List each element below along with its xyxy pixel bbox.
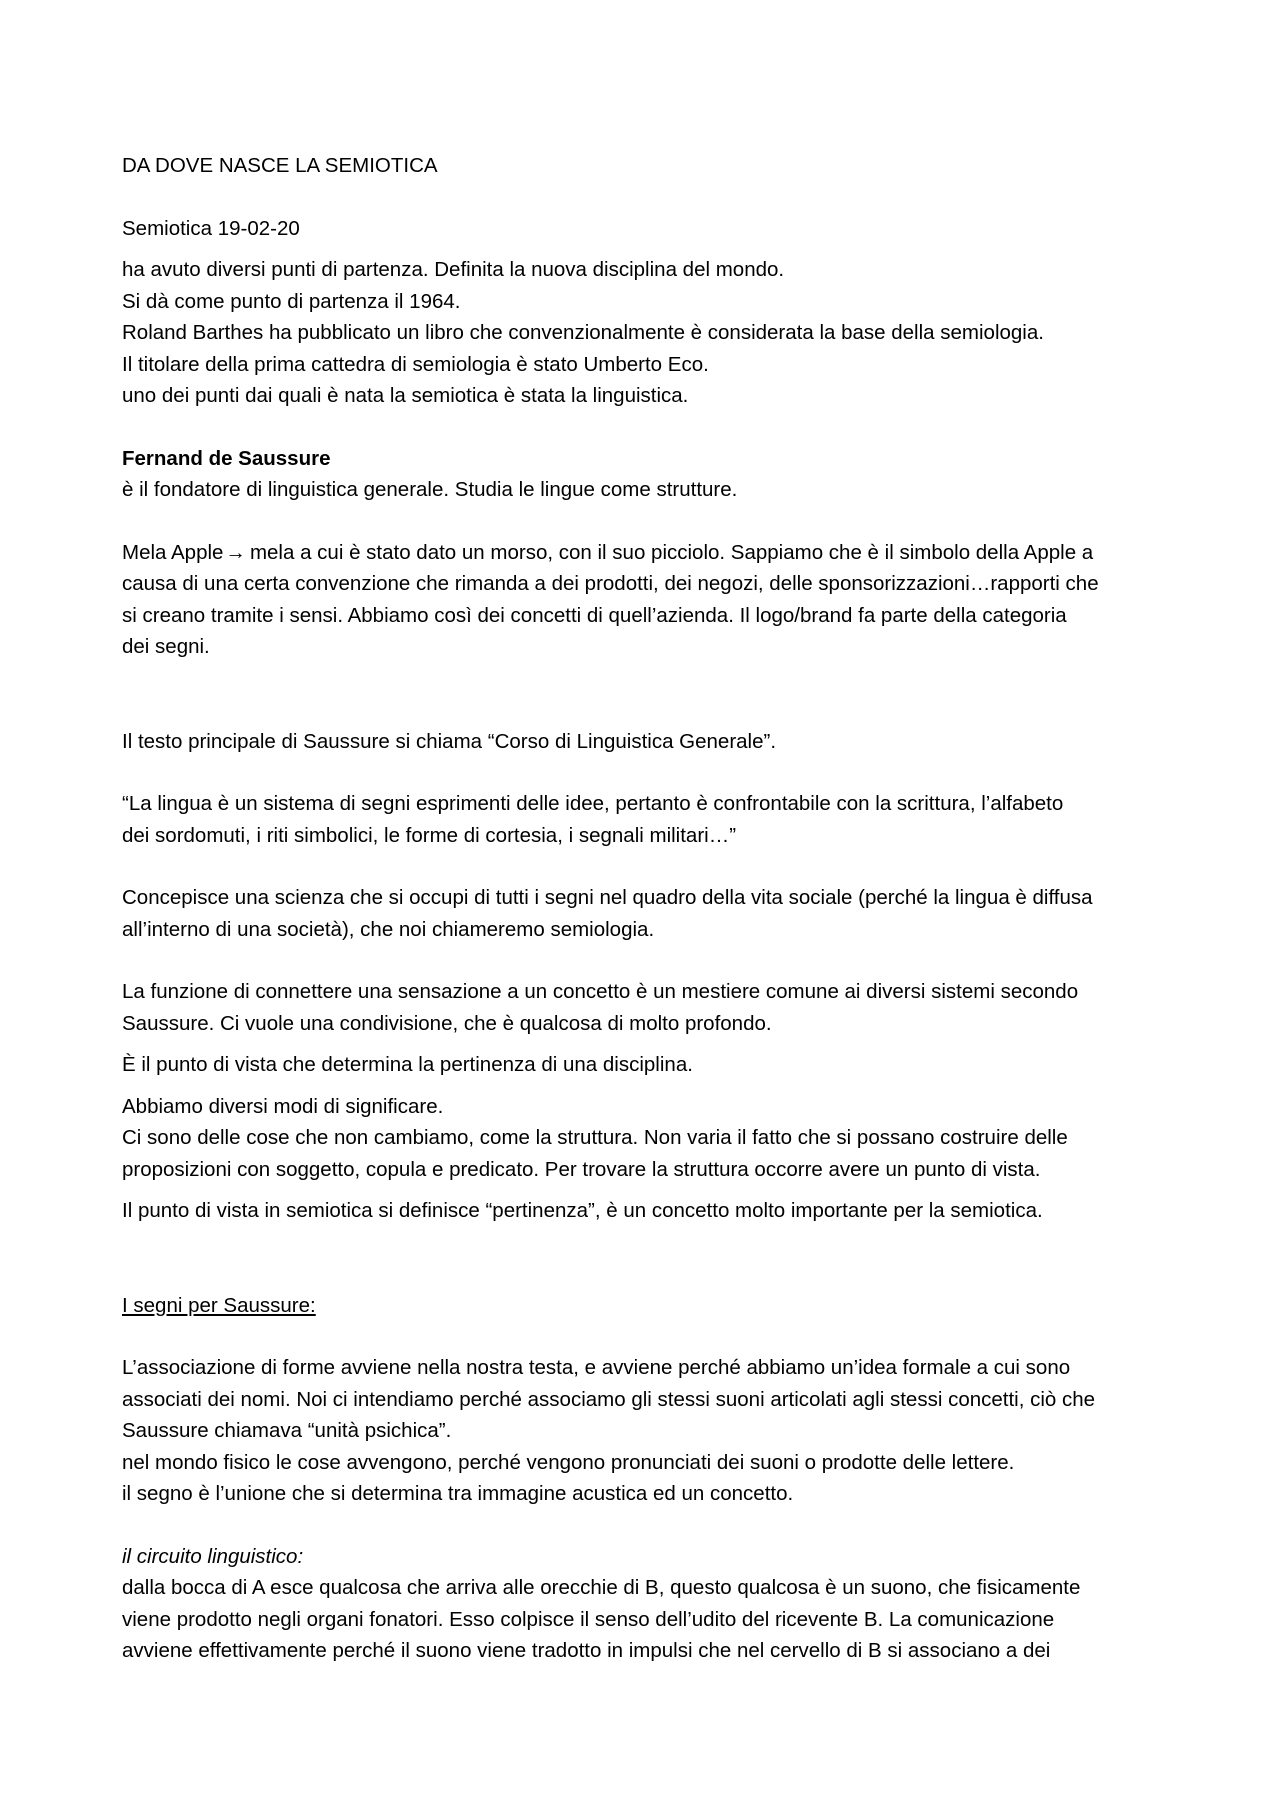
funzione-paragraph bbox=[122, 976, 1167, 1039]
apple-start: Mela Apple bbox=[122, 540, 224, 564]
text-line: Concepisce una scienza che si occupi di tutti i segni nel quadro della vita sociale (perché la lingua è diffusa bbox=[122, 886, 1093, 909]
apple-line-1: mela a cui è stato dato un morso, con il suo picciolo. Sappiamo che è il simbolo della Apple a bbox=[249, 540, 1094, 564]
text-line: Il titolare della prima cattedra di semiologia è stato Umberto Eco. bbox=[122, 352, 709, 376]
saussure-heading: Fernand de Saussure bbox=[122, 446, 331, 470]
text-line: dei sordomuti, i riti simbolici, le forme di cortesia, i segnali militari…” bbox=[122, 823, 737, 847]
text-line: Roland Barthes ha pubblicato un libro che convenzionalmente è considerata la base della semiologia. bbox=[122, 321, 1044, 344]
text-line: dei segni. bbox=[122, 635, 210, 658]
date-line: Semiotica 19-02-20 bbox=[122, 216, 300, 240]
text-line: viene prodotto negli organi fonatori. Esso colpisce il senso dell’udito del ricevente B. La comunicazione bbox=[122, 1607, 1055, 1631]
text-line: Abbiamo diversi modi di significare. bbox=[122, 1094, 444, 1118]
text-line bbox=[122, 537, 1167, 569]
text-line: associati dei nomi. Noi ci intendiamo perché associamo gli stessi suoni articolati agli stessi concetti, ciò che bbox=[122, 1387, 1096, 1411]
text-line: Saussure. Ci vuole una condivisione, che è qualcosa di molto profondo. bbox=[122, 1011, 772, 1035]
text-line: Saussure chiamava “unità psichica”. bbox=[122, 1419, 452, 1442]
text-line: “La lingua è un sistema di segni esprimenti delle idee, pertanto è confrontabile con la scrittura, l’alfabeto bbox=[122, 792, 1064, 815]
text-line: uno dei punti dai quali è nata la semiotica è stata la linguistica. bbox=[122, 384, 689, 407]
arrow-right-icon: → bbox=[225, 540, 246, 564]
circuito-paragraph bbox=[122, 1572, 1167, 1667]
saussure-line: è il fondatore di linguistica generale. Studia le lingue come strutture. bbox=[122, 478, 738, 501]
text-line: nel mondo fisico le cose avvengono, perché vengono pronunciati dei suoni o prodotte delle lettere. bbox=[122, 1450, 1015, 1474]
text-line: causa di una certa convenzione che rimanda a dei prodotti, dei negozi, delle sponsorizzazioni…rapporti che bbox=[122, 572, 1099, 595]
punto-vista-line: Il punto di vista in semiotica si definisce “pertinenza”, è un concetto molto importante per la semiotica. bbox=[122, 1199, 1043, 1222]
text-line: si creano tramite i sensi. Abbiamo così dei concetti di quell’azienda. Il logo/brand fa parte della categoria bbox=[122, 603, 1067, 627]
text-line: avviene effettivamente perché il suono viene tradotto in impulsi che nel cervello di B si associano a dei bbox=[122, 1639, 1051, 1662]
segni-paragraph bbox=[122, 1352, 1167, 1510]
modi-paragraph bbox=[122, 1091, 1167, 1186]
text-line: il segno è l’unione che si determina tra immagine acustica ed un concetto. bbox=[122, 1482, 794, 1505]
quote-paragraph bbox=[122, 788, 1167, 851]
scienza-paragraph bbox=[122, 882, 1167, 945]
text-line: dalla bocca di A esce qualcosa che arriva alle orecchie di B, questo qualcosa è un suono, che fisicamente bbox=[122, 1576, 1081, 1599]
intro-paragraph bbox=[122, 254, 1167, 412]
corso-line: Il testo principale di Saussure si chiama “Corso di Linguistica Generale”. bbox=[122, 729, 777, 753]
document-title: DA DOVE NASCE LA SEMIOTICA bbox=[122, 154, 438, 177]
text-line: all’interno di una società), che noi chiameremo semiologia. bbox=[122, 917, 655, 941]
text-line: Si dà come punto di partenza il 1964. bbox=[122, 289, 461, 313]
text-line: Ci sono delle cose che non cambiamo, come la struttura. Non varia il fatto che si possano costruire delle bbox=[122, 1126, 1068, 1149]
segni-heading: I segni per Saussure: bbox=[122, 1293, 316, 1317]
pertinenza-line: È il punto di vista che determina la pertinenza di una disciplina. bbox=[122, 1053, 693, 1076]
text-line: ha avuto diversi punti di partenza. Definita la nuova disciplina del mondo. bbox=[122, 258, 785, 281]
circuito-heading: il circuito linguistico: bbox=[122, 1544, 304, 1568]
apple-paragraph bbox=[122, 537, 1167, 663]
text-line: L’associazione di forme avviene nella nostra testa, e avviene perché abbiamo un’idea formale a cui sono bbox=[122, 1356, 1071, 1379]
text-line: proposizioni con soggetto, copula e predicato. Per trovare la struttura occorre avere un punto di vista. bbox=[122, 1157, 1041, 1181]
document-page bbox=[122, 150, 1167, 1667]
text-line: La funzione di connettere una sensazione a un concetto è un mestiere comune ai diversi sistemi secondo bbox=[122, 980, 1079, 1003]
